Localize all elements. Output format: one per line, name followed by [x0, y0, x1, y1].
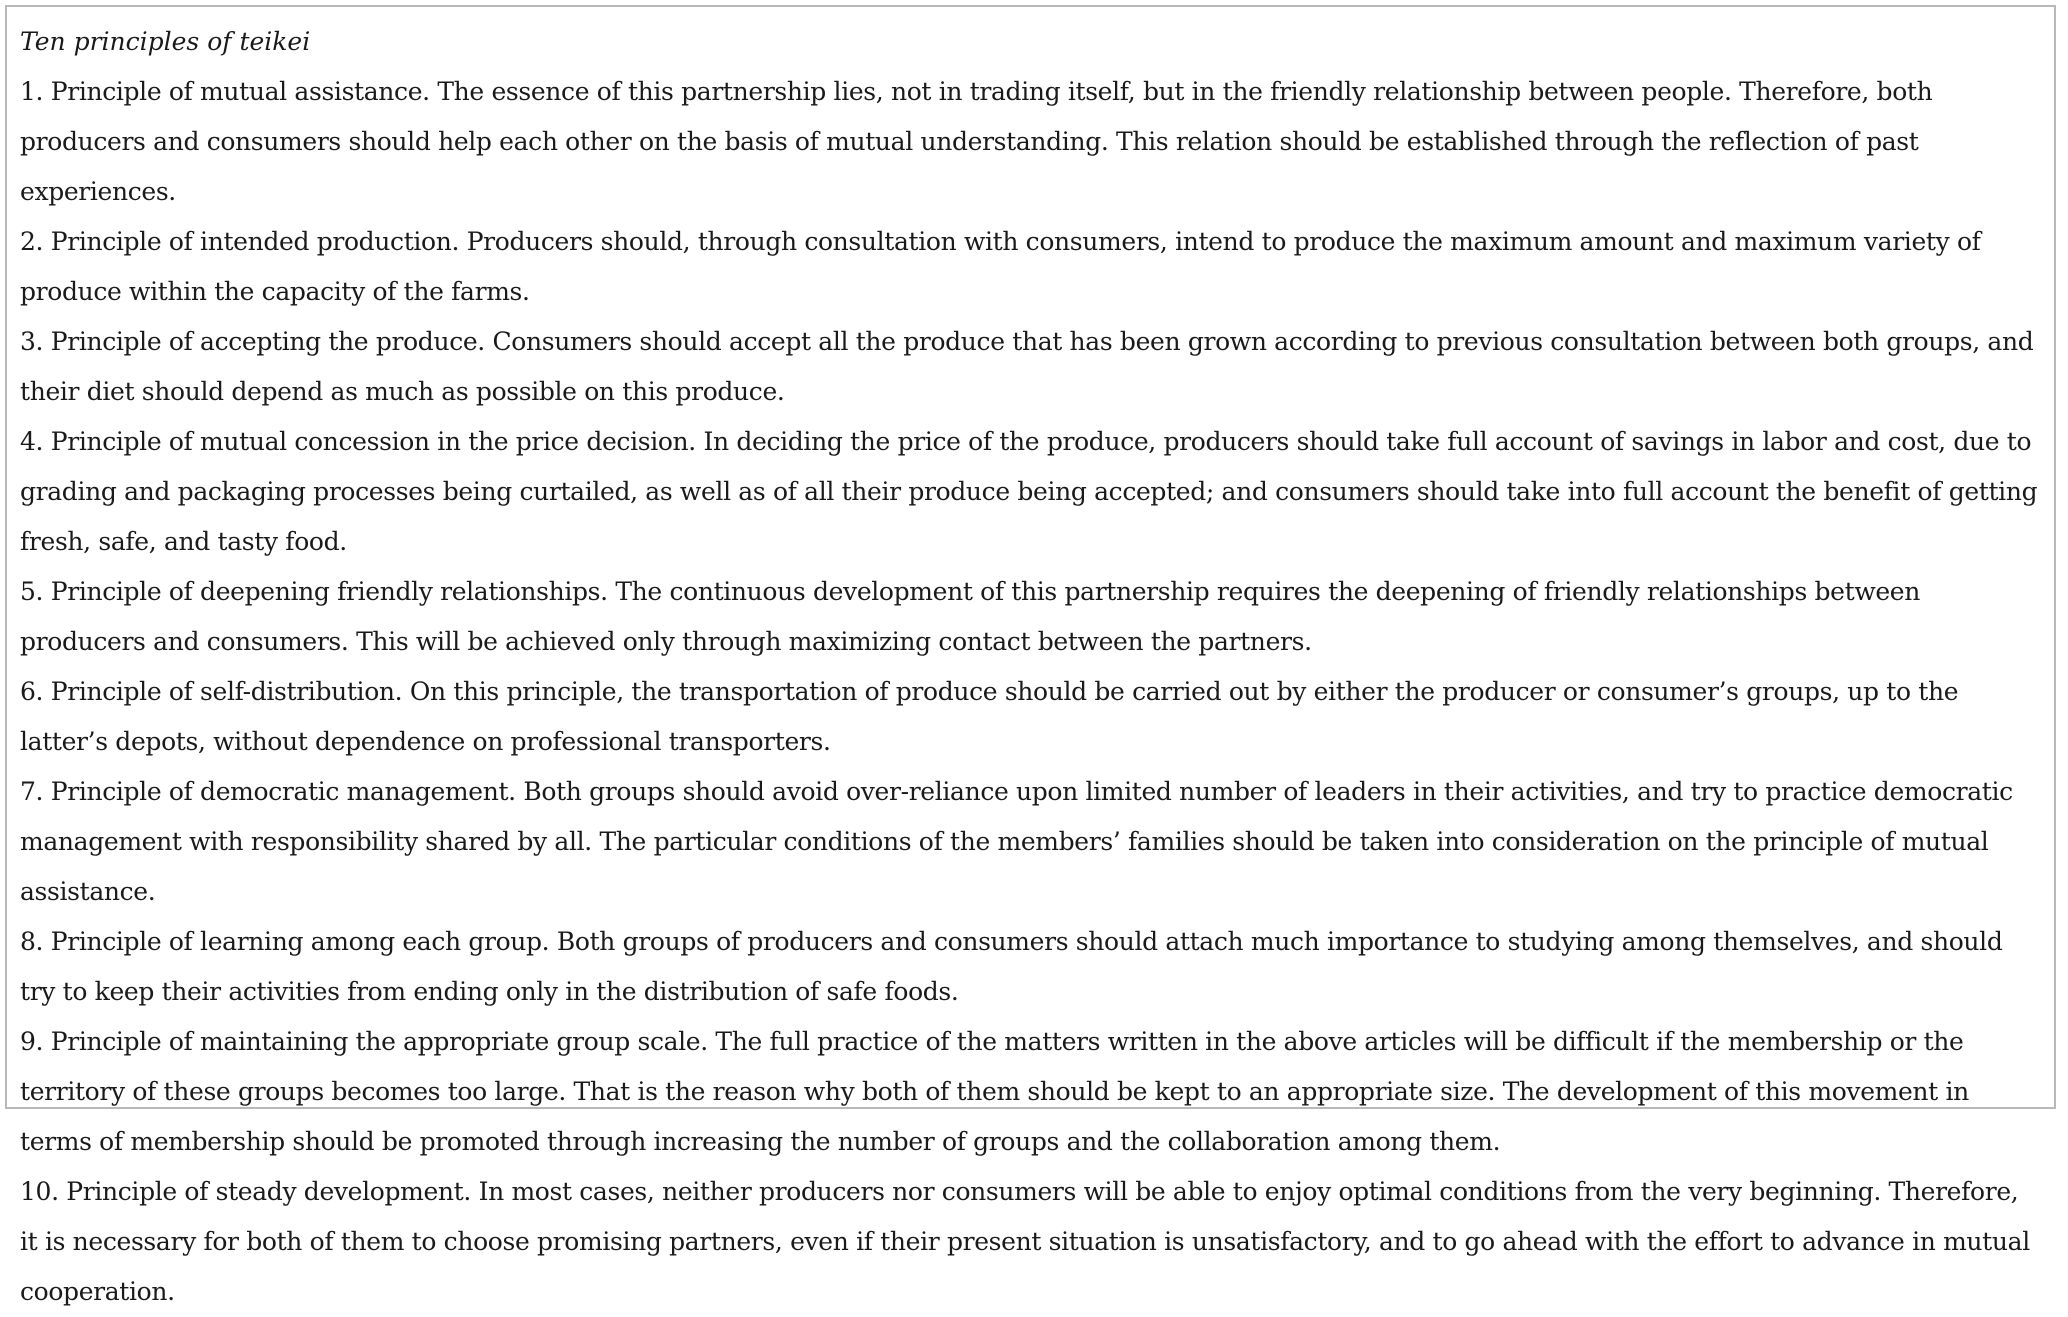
box-title: Ten principles of teikei [20, 27, 311, 56]
principles-list [20, 67, 2040, 1317]
principle-item: 2. Principle of intended production. Producers should, through consultation with consumers, intend to produce the maximum amount and maximum variety of produce within the capacity of the farms. [20, 227, 1981, 306]
principles-box [5, 5, 2056, 1306]
principle-item: 10. Principle of steady development. In most cases, neither producers nor consumers will be able to enjoy optimal conditions from the very beginning. Therefore, it is necessary for both of them to choose promising partners, even if their present situation is unsatisfactory, and to go ahead with the effort to advance in mutual cooperation. [20, 1177, 2030, 1306]
principle-item: 3. Principle of accepting the produce. Consumers should accept all the produce that has been grown according to previous consultation between both groups, and their diet should depend as much as possible on this produce. [20, 327, 2034, 406]
principle-item: 4. Principle of mutual concession in the price decision. In deciding the price of the produce, producers should take full account of savings in labor and cost, due to grading and packaging processes being curtailed, as well as of all their produce being accepted; and consumers should take into full account the benefit of getting fresh, safe, and tasty food. [20, 427, 2038, 556]
principle-item: 5. Principle of deepening friendly relationships. The continuous development of this partnership requires the deepening of friendly relationships between producers and consumers. This will be achieved only through maximizing contact between the partners. [20, 577, 1921, 656]
principle-item: 1. Principle of mutual assistance. The essence of this partnership lies, not in trading itself, but in the friendly relationship between people. Therefore, both producers and consumers should help each other on the basis of mutual understanding. This relation should be established through the reflection of past experiences. [20, 77, 1933, 206]
principle-item: 9. Principle of maintaining the appropriate group scale. The full practice of the matters written in the above articles will be difficult if the membership or the territory of these groups becomes too large. That is the reason why both of them should be kept to an appropriate size. The development of this movement in terms of membership should be promoted through increasing the number of groups and the collaboration among them. [20, 1027, 1969, 1156]
principle-item: 8. Principle of learning among each group. Both groups of producers and consumers should attach much importance to studying among themselves, and should try to keep their activities from ending only in the distribution of safe foods. [20, 927, 2003, 1006]
principle-item: 6. Principle of self-distribution. On this principle, the transportation of produce should be carried out by either the producer or consumer’s groups, up to the latter’s depots, without dependence on professional transporters. [20, 677, 1959, 756]
principle-item: 7. Principle of democratic management. Both groups should avoid over-reliance upon limited number of leaders in their activities, and try to practice democratic management with responsibility shared by all. The particular conditions of the members’ families should be taken into consideration on the principle of mutual assistance. [20, 777, 2013, 906]
